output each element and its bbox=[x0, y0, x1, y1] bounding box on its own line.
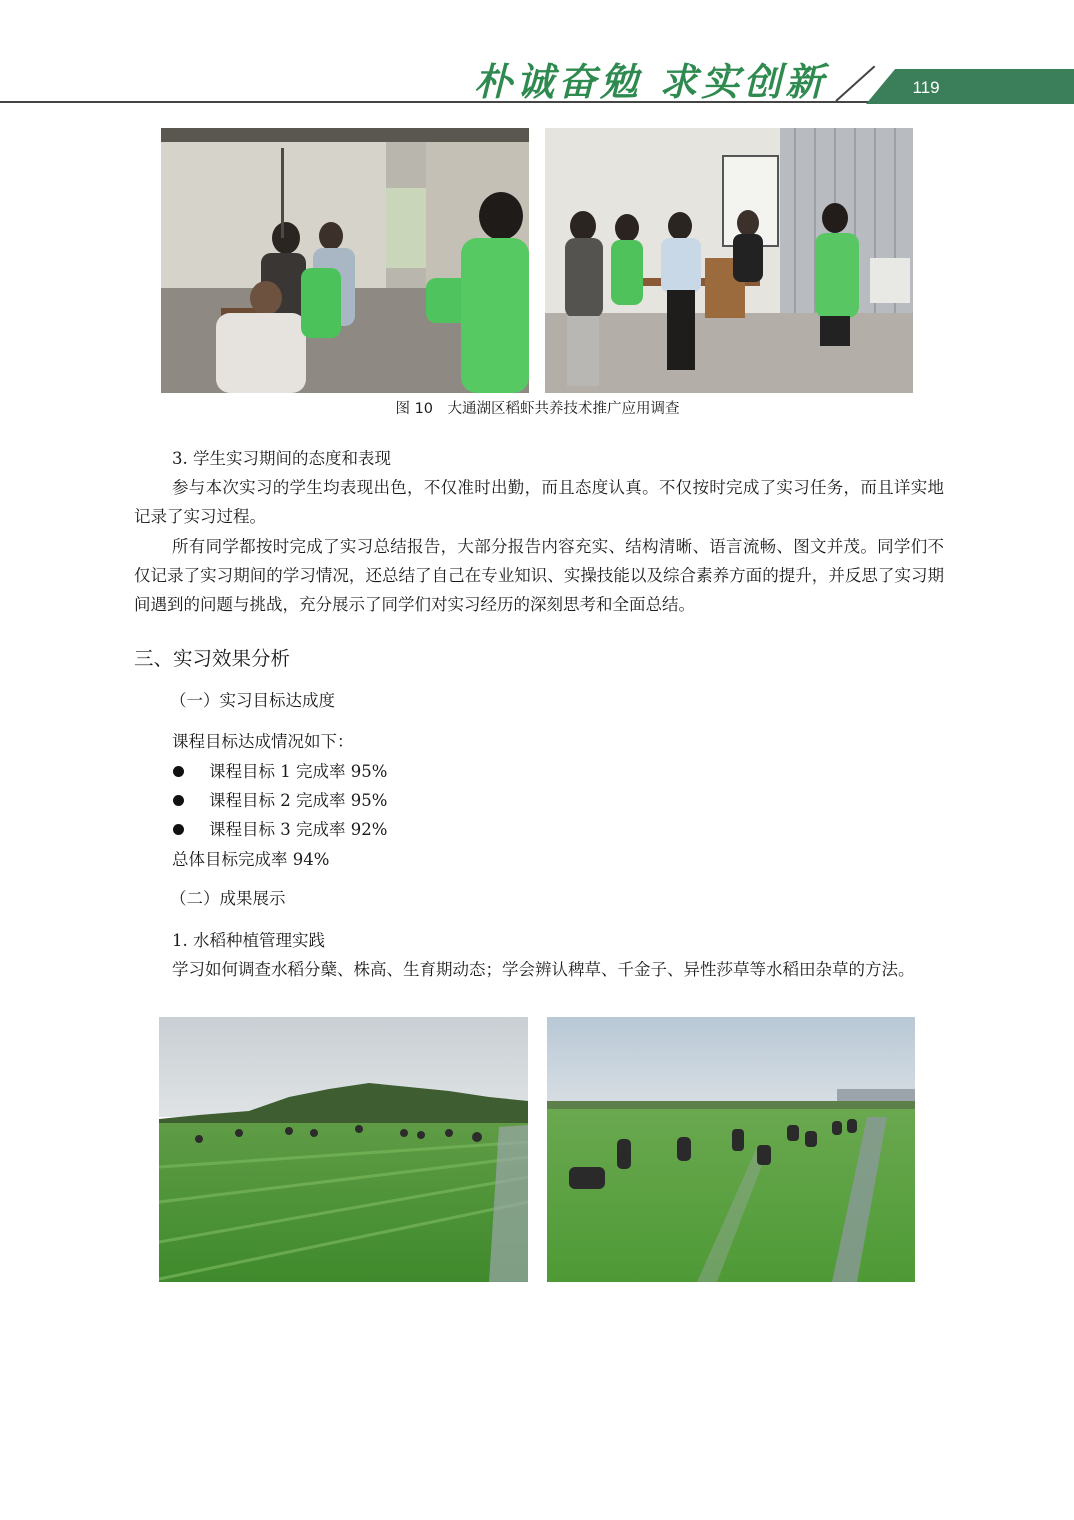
subsection-1-heading: （一）实习目标达成度 bbox=[170, 691, 335, 710]
goal-item: 课程目标 1 完成率 95% bbox=[209, 762, 388, 781]
figure-10-caption: 图 10 大通湖区稻虾共养技术推广应用调查 bbox=[395, 401, 680, 417]
photo-farmhouse-interview bbox=[161, 128, 529, 393]
overall-goal: 总体目标完成率 94% bbox=[172, 850, 330, 869]
item-1-paragraph: 学习如何调查水稻分蘖、株高、生育期动态；学会辨认稗草、千金子、异性莎草等水稻田杂草的方法。 bbox=[172, 960, 915, 979]
bullet-dot bbox=[173, 766, 184, 777]
goal-item: 课程目标 3 完成率 92% bbox=[209, 820, 388, 839]
section-3-heading: 3. 学生实习期间的态度和表现 bbox=[172, 449, 391, 468]
subsection-2-heading: （二）成果展示 bbox=[170, 889, 286, 908]
photo-rice-field-2 bbox=[547, 1017, 915, 1282]
section-3-paragraph-2: 所有同学都按时完成了实习总结报告，大部分报告内容充实、结构清晰、语言流畅、图文并茂。同学们不仅记录了实习期间的学习情况，还总结了自己在专业知识、实操技能以及综合素养方面的提升，并反思了实习期间遇到的问题与挑战，充分展示了同学们对实习经历的深刻思考和全面总结。 bbox=[134, 537, 944, 614]
bullet-dot bbox=[173, 795, 184, 806]
page-number: 119 bbox=[912, 78, 940, 97]
photo-rice-field-1 bbox=[159, 1017, 528, 1282]
item-1-heading: 1. 水稻种植管理实践 bbox=[172, 931, 325, 950]
photo-workshop-survey bbox=[545, 128, 913, 393]
bullet-dot bbox=[173, 824, 184, 835]
analysis-heading: 三、实习效果分析 bbox=[134, 647, 291, 670]
goal-item: 课程目标 2 完成率 95% bbox=[209, 791, 388, 810]
section-3-paragraph-1: 参与本次实习的学生均表现出色，不仅准时出勤，而且态度认真。不仅按时完成了实习任务，而且详实地记录了实习过程。 bbox=[134, 478, 944, 526]
goals-intro: 课程目标达成情况如下： bbox=[172, 732, 354, 751]
header-motto: 朴诚奋勉 求实创新 bbox=[474, 59, 828, 104]
